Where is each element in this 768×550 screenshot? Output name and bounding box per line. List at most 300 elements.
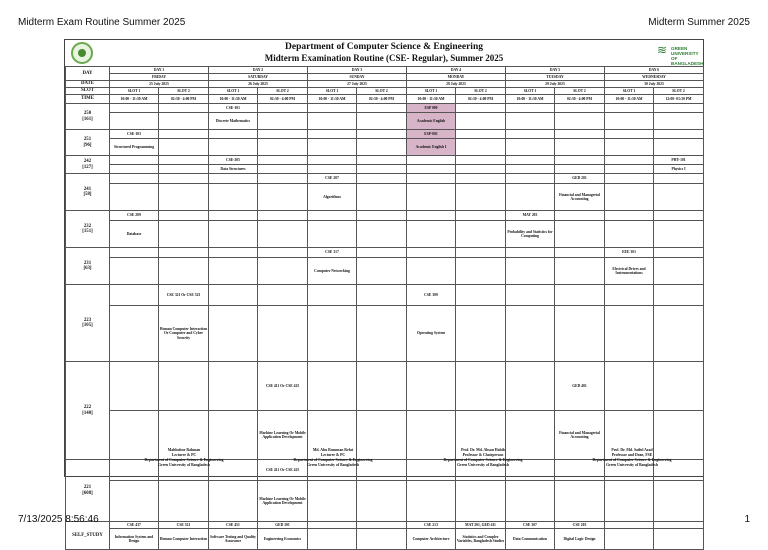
weekday-name: MONDAY — [407, 74, 506, 81]
course-title — [357, 184, 407, 211]
course-code — [159, 130, 209, 139]
course-title — [110, 258, 159, 285]
batch-id: 223 — [83, 317, 92, 323]
exam-date: 26 July 2025 — [209, 81, 308, 88]
course-title — [209, 306, 258, 362]
course-title — [654, 113, 704, 130]
course-title — [159, 165, 209, 174]
weekday-name: FRIDAY — [110, 74, 209, 81]
batch-row — [66, 362, 704, 411]
signature-block — [65, 448, 703, 476]
course-code: ESP 009 — [407, 104, 456, 113]
course-title — [308, 139, 357, 156]
date-label: DATE — [66, 81, 110, 88]
batch-id: 231 — [83, 260, 92, 266]
weekday-name: TUESDAY — [506, 74, 605, 81]
course-title — [357, 529, 407, 550]
course-title — [407, 184, 456, 211]
slot-time: 10:00 - 11:30 AM — [209, 95, 258, 104]
course-title — [110, 306, 159, 362]
course-title: Algorithms — [308, 184, 357, 211]
batch-count: [140] — [82, 410, 93, 416]
course-title — [605, 165, 654, 174]
course-code: CSE 307 — [506, 522, 555, 529]
slot-name: SLOT 1 — [110, 88, 159, 95]
batch-row — [66, 258, 704, 285]
exam-date: 30 July 2025 — [605, 81, 704, 88]
batch-count: [105] — [82, 323, 93, 328]
slot-name: SLOT 1 — [308, 88, 357, 95]
course-code — [209, 362, 258, 411]
course-code — [456, 285, 506, 306]
course-code — [605, 130, 654, 139]
day-number: DAY 4 — [407, 67, 506, 74]
slot-time: 10:00 - 11:30 AM — [506, 95, 555, 104]
course-code — [555, 156, 605, 165]
batch-label — [66, 211, 110, 248]
course-code — [308, 104, 357, 113]
course-code: GED 201 — [555, 174, 605, 184]
course-code — [308, 362, 357, 411]
course-code — [654, 285, 704, 306]
course-title — [209, 481, 258, 522]
course-code — [110, 104, 159, 113]
course-title — [654, 529, 704, 550]
course-title — [110, 184, 159, 211]
course-title — [506, 113, 555, 130]
exam-date: 27 July 2025 — [308, 81, 407, 88]
course-code — [654, 362, 704, 411]
course-title — [456, 165, 506, 174]
course-title — [159, 113, 209, 130]
course-title — [308, 221, 357, 248]
course-code — [357, 104, 407, 113]
course-code — [357, 211, 407, 221]
course-code — [605, 174, 654, 184]
course-code — [308, 156, 357, 165]
course-title — [258, 184, 308, 211]
routine-sheet — [64, 39, 704, 543]
slot-row — [66, 88, 704, 95]
batch-row — [66, 139, 704, 156]
course-code — [159, 104, 209, 113]
course-code: CSE 321 — [159, 522, 209, 529]
course-title: Computer Networking — [308, 258, 357, 285]
course-title — [506, 184, 555, 211]
page-number: 1 — [744, 514, 750, 525]
batch-row — [66, 285, 704, 306]
course-title — [605, 139, 654, 156]
course-code — [357, 285, 407, 306]
batch-row — [66, 248, 704, 258]
course-title — [605, 113, 654, 130]
slot-name: SLOT 1 — [605, 88, 654, 95]
slot-name: SLOT 1 — [209, 88, 258, 95]
course-code — [506, 362, 555, 411]
course-title — [159, 258, 209, 285]
day-row — [66, 67, 704, 74]
batch-count: [96] — [83, 142, 92, 148]
slot-name: SLOT 2 — [456, 88, 506, 95]
course-title — [308, 165, 357, 174]
batch-label — [66, 285, 110, 362]
course-title — [506, 165, 555, 174]
signature-3: Prof. Dr. Md. Ahsan Habib Professor & Chairperson Department of Computer Science & Engineering Green University of Bangladesh — [443, 448, 523, 467]
course-code — [110, 285, 159, 306]
course-title — [555, 221, 605, 248]
slot-name: SLOT 2 — [258, 88, 308, 95]
slot-time: 02:30 - 4:00 PM — [555, 95, 605, 104]
batch-row — [66, 104, 704, 113]
course-code — [159, 156, 209, 165]
course-title — [654, 184, 704, 211]
course-code — [308, 211, 357, 221]
course-title — [110, 481, 159, 522]
course-code: EEE 301 — [605, 248, 654, 258]
course-title: Physics I — [654, 165, 704, 174]
course-title: Structured Programming — [110, 139, 159, 156]
course-title — [605, 481, 654, 522]
batch-row — [66, 211, 704, 221]
course-code: PHY-101 — [654, 156, 704, 165]
course-title: Operating System — [407, 306, 456, 362]
logo-text: GREEN UNIVERSITY OF BANGLADESH — [671, 46, 704, 66]
course-code — [258, 248, 308, 258]
batch-row — [66, 130, 704, 139]
batch-id: 251 — [83, 137, 92, 143]
course-code — [357, 130, 407, 139]
batch-label — [66, 130, 110, 156]
course-title — [555, 481, 605, 522]
slot-time: 10:00 - 11:30 AM — [407, 95, 456, 104]
course-title: Human Computer Interaction Or Computer and Cyber Security — [159, 306, 209, 362]
batch-row — [66, 184, 704, 211]
course-code — [555, 248, 605, 258]
course-title — [555, 139, 605, 156]
course-code: CSE 207 — [308, 174, 357, 184]
course-code: CSE-205 — [209, 156, 258, 165]
course-title — [555, 113, 605, 130]
course-title — [159, 221, 209, 248]
batch-count: [127] — [82, 164, 93, 170]
course-title: Statistics and Complex Variables, Bangladesh Studies — [456, 529, 506, 550]
course-code — [159, 211, 209, 221]
course-title: Academic English — [407, 113, 456, 130]
department-title: Department of Computer Science & Engineering — [285, 42, 483, 52]
course-title — [209, 139, 258, 156]
course-title: Probability and Statistics for Computing — [506, 221, 555, 248]
course-code: MAT 201, GED 411 — [456, 522, 506, 529]
course-title: Machine Learning Or Mobile Application Development — [258, 481, 308, 522]
course-title: Electrical Drives and Instrumentations — [605, 258, 654, 285]
course-code — [110, 174, 159, 184]
course-code — [110, 248, 159, 258]
course-title — [308, 529, 357, 550]
course-code — [506, 174, 555, 184]
course-title — [456, 113, 506, 130]
title-bar — [65, 40, 703, 67]
exam-date: 29 July 2025 — [506, 81, 605, 88]
course-code — [506, 130, 555, 139]
exam-date: 25 July 2025 — [110, 81, 209, 88]
course-code: CSE 411 Or CSE 425 — [258, 460, 308, 481]
course-title — [654, 139, 704, 156]
course-title — [555, 306, 605, 362]
course-title — [456, 481, 506, 522]
course-code: CSE-103 — [110, 130, 159, 139]
course-title: Human Computer Interaction — [159, 529, 209, 550]
course-title — [357, 258, 407, 285]
course-title — [159, 481, 209, 522]
course-code — [555, 211, 605, 221]
course-code — [506, 248, 555, 258]
routine-table — [65, 66, 704, 550]
course-code — [605, 104, 654, 113]
course-title: Academic English I — [407, 139, 456, 156]
print-timestamp: 7/13/2025 8:56:46 — [18, 514, 99, 525]
course-code — [456, 211, 506, 221]
course-title: Software Testing and Quality Assurance — [209, 529, 258, 550]
course-title — [407, 165, 456, 174]
batch-row — [66, 481, 704, 522]
course-title — [357, 165, 407, 174]
course-title — [258, 306, 308, 362]
course-code — [506, 104, 555, 113]
course-code — [407, 211, 456, 221]
slot-name: SLOT 1 — [407, 88, 456, 95]
green-university-logo-icon: ≋ GREEN UNIVERSITY OF BANGLADESH — [657, 43, 704, 66]
course-code — [159, 362, 209, 411]
batch-count: [608] — [82, 490, 93, 496]
course-code — [407, 248, 456, 258]
course-title — [308, 113, 357, 130]
course-code — [654, 130, 704, 139]
batch-count: [63] — [83, 266, 92, 271]
batch-label — [66, 362, 110, 460]
course-code — [357, 362, 407, 411]
course-code — [605, 285, 654, 306]
page-header-left: Midterm Exam Routine Summer 2025 — [18, 17, 186, 28]
slot-time: 02:30 - 4:00 PM — [159, 95, 209, 104]
course-title: Financial and Managerial Accounting — [555, 184, 605, 211]
day-number: DAY 1 — [110, 67, 209, 74]
batch-row — [66, 221, 704, 248]
batch-row — [66, 113, 704, 130]
time-label: TIME — [66, 95, 110, 104]
course-code — [357, 522, 407, 529]
course-title: Computer Architecture — [407, 529, 456, 550]
slot-name: SLOT 2 — [555, 88, 605, 95]
course-title — [456, 221, 506, 248]
weekday-name: SUNDAY — [308, 74, 407, 81]
course-code — [456, 104, 506, 113]
course-code — [209, 211, 258, 221]
course-code — [654, 522, 704, 529]
course-code — [209, 174, 258, 184]
course-code — [605, 522, 654, 529]
course-code — [555, 130, 605, 139]
course-code — [159, 248, 209, 258]
batch-id: 221 — [83, 485, 92, 491]
course-code — [110, 156, 159, 165]
course-code — [308, 522, 357, 529]
course-code: CSE 451 — [209, 522, 258, 529]
slot-time: 10:00 - 11:30 AM — [110, 95, 159, 104]
batch-row — [66, 306, 704, 362]
course-title: Digital Logic Design — [555, 529, 605, 550]
course-title: Engineering Economics — [258, 529, 308, 550]
course-title — [654, 481, 704, 522]
course-code — [654, 104, 704, 113]
course-title — [258, 258, 308, 285]
course-code — [605, 211, 654, 221]
course-title — [555, 258, 605, 285]
course-title — [654, 306, 704, 362]
slot-name: SLOT 1 — [506, 88, 555, 95]
signature-2: Md. Abu Rumman Refat Lecturer & PC Department of Computer Science & Engineering Green University of Bangladesh — [293, 448, 373, 467]
course-title — [506, 306, 555, 362]
exam-title: Midterm Examination Routine (CSE- Regular), Summer 2025 — [264, 53, 504, 63]
course-title — [407, 221, 456, 248]
course-code: CSE 321 Or CSE 323 — [159, 285, 209, 306]
course-title: Discrete Mathematics — [209, 113, 258, 130]
course-code — [258, 285, 308, 306]
course-code — [555, 104, 605, 113]
course-code — [258, 211, 308, 221]
course-title — [357, 221, 407, 248]
course-code — [456, 156, 506, 165]
self-study-row — [66, 529, 704, 550]
course-title — [555, 165, 605, 174]
course-title — [357, 481, 407, 522]
slot-time: 02:30 - 4:00 PM — [357, 95, 407, 104]
course-title — [159, 139, 209, 156]
exam-date: 28 July 2025 — [407, 81, 506, 88]
course-title — [456, 258, 506, 285]
course-title — [506, 258, 555, 285]
course-code — [654, 174, 704, 184]
course-code — [605, 156, 654, 165]
course-title — [357, 113, 407, 130]
course-code — [209, 130, 258, 139]
batch-label — [66, 174, 110, 211]
slot-name: SLOT 2 — [654, 88, 704, 95]
course-title — [110, 165, 159, 174]
course-code — [357, 156, 407, 165]
course-title — [258, 139, 308, 156]
course-code — [456, 130, 506, 139]
slot-name: SLOT 2 — [357, 88, 407, 95]
day-number: DAY 3 — [308, 67, 407, 74]
day-number: DAY 5 — [506, 67, 605, 74]
batch-label — [66, 156, 110, 174]
self-study-row — [66, 522, 704, 529]
course-code: CSE 213 — [407, 522, 456, 529]
course-title: Data Structures — [209, 165, 258, 174]
batch-id: 232 — [83, 223, 92, 229]
course-title — [258, 113, 308, 130]
course-code: CSE 309 — [407, 285, 456, 306]
course-code: GED 301 — [258, 522, 308, 529]
course-title — [209, 258, 258, 285]
course-code — [209, 285, 258, 306]
course-code — [456, 362, 506, 411]
course-code — [555, 285, 605, 306]
day-number: DAY 6 — [605, 67, 704, 74]
slot-time: 10:00 - 11:30 AM — [605, 95, 654, 104]
course-title — [357, 306, 407, 362]
course-code — [506, 156, 555, 165]
slot-time: 02:30 - 4:00 PM — [258, 95, 308, 104]
course-code: MAT 203 — [506, 211, 555, 221]
course-code — [605, 362, 654, 411]
course-code — [407, 174, 456, 184]
course-title — [258, 165, 308, 174]
course-title: Information System and Design — [110, 529, 159, 550]
slot-time: 02:30 - 4:00 PM — [456, 95, 506, 104]
course-code — [258, 174, 308, 184]
course-title — [654, 221, 704, 248]
course-title — [308, 481, 357, 522]
time-row — [66, 95, 704, 104]
course-title — [209, 221, 258, 248]
course-code — [357, 174, 407, 184]
day-label: DAY — [66, 67, 110, 81]
course-title — [506, 139, 555, 156]
course-code: ESP-001 — [407, 130, 456, 139]
weekday-name: WEDNESDAY — [605, 74, 704, 81]
self-study-label: SELF_STUDY — [66, 522, 110, 550]
day-number: DAY 2 — [209, 67, 308, 74]
date-row — [66, 81, 704, 88]
batch-row — [66, 174, 704, 184]
course-code: CSE 411 Or CSE 425 — [258, 362, 308, 411]
course-code: CSE 437 — [110, 522, 159, 529]
course-title: Financial and Managerial Accounting — [555, 411, 605, 460]
course-code: CSE 317 — [308, 248, 357, 258]
course-code: CSE 209 — [110, 211, 159, 221]
course-code — [110, 362, 159, 411]
slot-time: 12:00- 01:30 PM — [654, 95, 704, 104]
course-title — [407, 481, 456, 522]
course-title — [654, 258, 704, 285]
course-title — [209, 184, 258, 211]
course-code: CSE-101 — [209, 104, 258, 113]
course-code — [506, 285, 555, 306]
course-title — [456, 184, 506, 211]
course-title — [357, 139, 407, 156]
course-title — [456, 139, 506, 156]
course-code — [357, 248, 407, 258]
course-title — [506, 481, 555, 522]
batch-count: [161] — [82, 116, 93, 122]
batch-id: 241 — [83, 186, 92, 192]
course-title — [605, 529, 654, 550]
course-code — [456, 174, 506, 184]
course-title — [605, 221, 654, 248]
batch-label — [66, 248, 110, 285]
slot-name: SLOT 2 — [159, 88, 209, 95]
batch-count: [151] — [82, 229, 93, 234]
weekday-name: SATURDAY — [209, 74, 308, 81]
course-code — [308, 130, 357, 139]
batch-label — [66, 104, 110, 130]
course-code: CSE 203 — [555, 522, 605, 529]
course-title — [110, 113, 159, 130]
course-title — [456, 306, 506, 362]
course-code — [407, 156, 456, 165]
course-title — [159, 184, 209, 211]
